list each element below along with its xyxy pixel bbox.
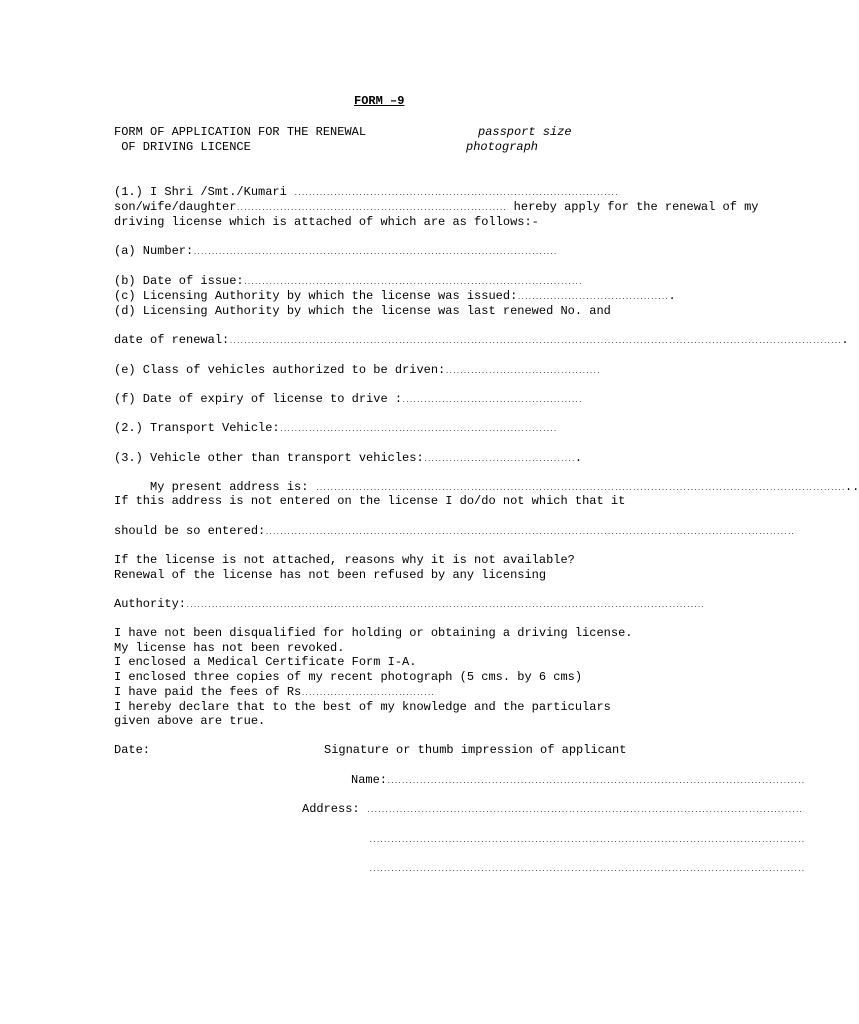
entered-line [114,524,795,540]
renewing-authority-line: (d) Licensing Authority by which the license was last renewed No. and [114,304,611,318]
name-label: Name: [351,773,388,787]
issuing-authority-blank[interactable]: .......................................... [517,294,669,301]
relation-label: son/wife/daughter [114,200,237,214]
address-line-3 [369,861,805,877]
transport-vehicle-line [114,421,557,437]
renewal-date-label: date of renewal: [114,333,230,347]
heading-line2: OF DRIVING LICENCE [114,140,251,154]
issue-date-label: (b) Date of issue: [114,274,244,288]
declaration-7: given above are true. [114,714,266,728]
fees-blank[interactable]: ..................................... [301,690,435,697]
declaration-6: I hereby declare that to the best of my knowledge and the particulars [114,700,611,714]
issuing-authority-end: . [668,289,676,303]
vehicle-class-line [114,363,600,379]
photo-label-1: passport size [478,125,572,139]
issue-date-line [114,274,582,290]
heading-line1: FORM OF APPLICATION FOR THE RENEWAL [114,125,367,139]
entered-label: should be so entered: [114,524,266,538]
issue-date-blank[interactable]: .............................................................................................. [243,279,583,286]
expiry-line [114,392,582,408]
authority-line [114,597,705,613]
address-blank-2[interactable]: ......................................................................................................................... [369,837,805,844]
declaration-4: I enclosed three copies of my recent photograph (5 cms. by 6 cms) [114,670,583,684]
not-attached-line: If the license is not attached, reasons why it is not available? [114,553,575,567]
refused-line: Renewal of the license has not been refused by any licensing [114,568,547,582]
number-line [114,244,557,260]
number-label: (a) Number: [114,244,194,258]
renewal-date-line [114,333,849,349]
renewal-date-blank[interactable]: .......................................................................................................................................................................... [229,338,842,345]
issuing-authority-line [114,289,676,305]
fees-line [114,685,434,701]
relation-text: hereby apply for the renewal of my [506,200,759,214]
date-label: Date: [114,743,151,757]
authority-label: Authority: [114,597,187,611]
address-entry-line: If this address is not entered on the license I do/do not which that it [114,494,626,508]
applicant-name-blank[interactable]: .......................................................................................... [294,190,619,197]
number-blank[interactable]: ..................................................................................................... [193,249,557,256]
name-blank[interactable]: .................................................................................................................... [387,778,805,785]
non-transport-end: . [574,451,583,465]
present-address-label: My present address is: [114,480,316,494]
transport-vehicle-blank[interactable]: ............................................................................. [279,426,557,433]
non-transport-line [114,451,582,467]
non-transport-blank[interactable]: .......................................... [423,456,575,463]
relation-blank[interactable]: ........................................................................... [236,205,507,212]
authority-blank[interactable]: ................................................................................................................................................ [186,602,705,609]
present-address-end: .. [844,480,859,494]
attached-line: driving license which is attached of which are as follows:- [114,215,539,229]
address-label: Address: [302,802,367,816]
declaration-1: I have not been disqualified for holding or obtaining a driving license. [114,626,633,640]
form-title: FORM –9 [354,94,405,108]
issuing-authority-label: (c) Licensing Authority by which the license was issued: [114,289,518,303]
address-blank-3[interactable]: ......................................................................................................................... [369,866,805,873]
name-line [351,773,805,789]
renewal-date-end: . [841,333,849,347]
vehicle-class-blank[interactable]: ........................................... [445,368,601,375]
applicant-line [114,185,618,201]
relation-line [114,200,759,216]
non-transport-label: (3.) Vehicle other than transport vehicles: [114,451,424,465]
photo-label-2: photograph [466,140,539,154]
present-address-blank[interactable]: ................................................................................................................................................... [315,485,845,492]
address-line [302,802,802,818]
applicant-label: (1.) I Shri /Smt./Kumari [114,185,295,199]
expiry-blank[interactable]: .................................................. [402,397,583,404]
fees-label: I have paid the fees of Rs [114,685,302,699]
vehicle-class-label: (e) Class of vehicles authorized to be driven: [114,363,446,377]
declaration-2: My license has not been revoked. [114,641,345,655]
expiry-label: (f) Date of expiry of license to drive : [114,392,403,406]
entered-blank[interactable]: ................................................................................................................................................... [265,529,795,536]
declaration-3: I enclosed a Medical Certificate Form I-A. [114,655,417,669]
signature-label: Signature or thumb impression of applicant [324,743,627,757]
address-line-2 [369,832,805,848]
address-blank-1[interactable]: ......................................................................................................................... [366,807,803,814]
transport-vehicle-label: (2.) Transport Vehicle: [114,421,280,435]
